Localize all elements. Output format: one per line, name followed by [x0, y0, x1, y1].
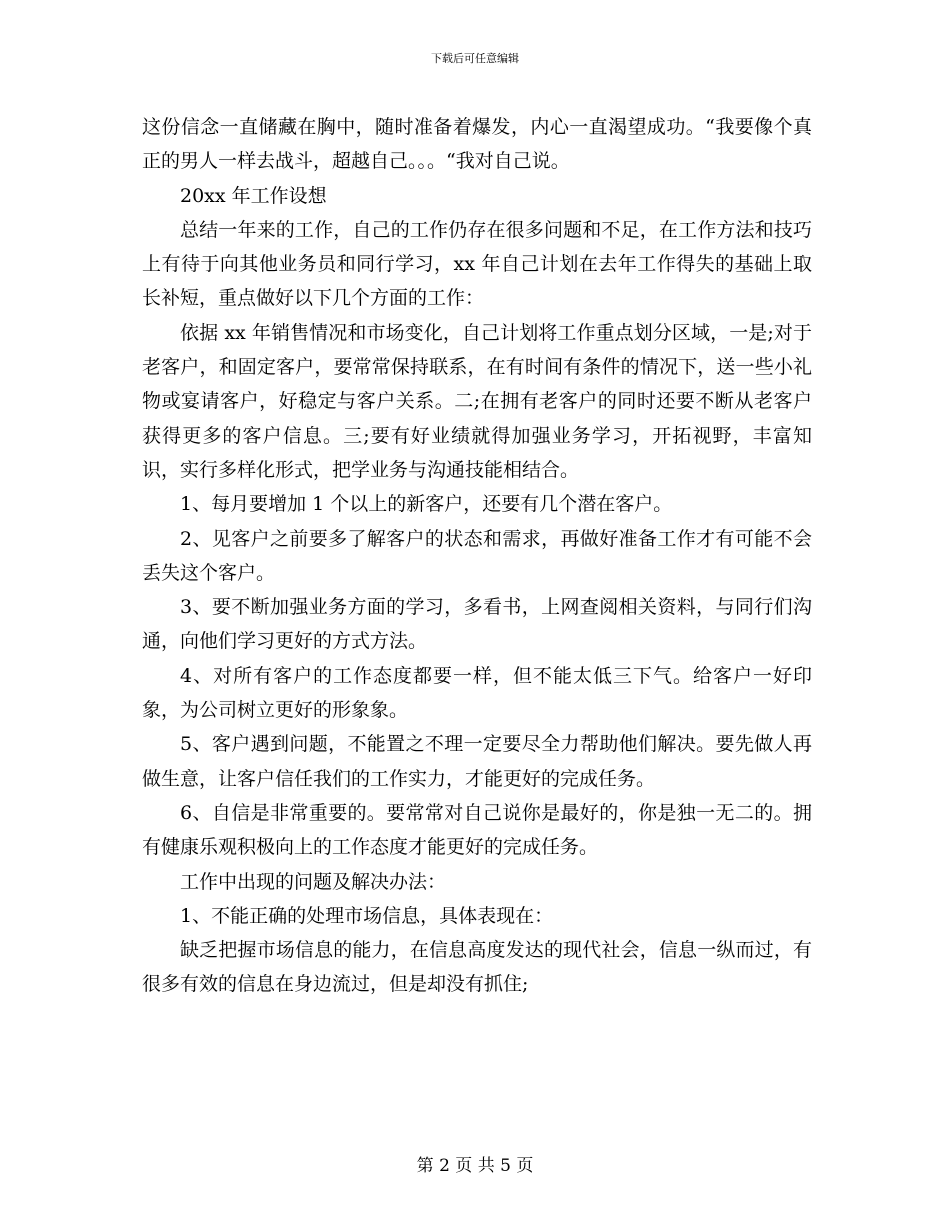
list-item-1: 1、每月要增加 1 个以上的新客户，还要有几个潜在客户。 [180, 493, 673, 516]
paragraph-problem-detail: 缺乏把握市场信息的能力，在信息高度发达的现代社会，信息一纵而过，有很多有效的信息在身边流过，但是却没有抓住; [142, 939, 812, 996]
page-number-footer: 第 2 页 共 5 页 [416, 1156, 534, 1176]
paragraph-summary: 总结一年来的工作，自己的工作仍存在很多问题和不足，在工作方法和技巧上有待于向其他业务员和同行学习，xx 年自己计划在去年工作得失的基础上取长补短，重点做好以下几个方面的工作： [142, 218, 812, 310]
list-item-6: 6、自信是非常重要的。要常常对自己说你是最好的，你是独一无二的。拥有健康乐观积极向上的工作态度才能更好的完成任务。 [142, 801, 812, 859]
list-item-4: 4、对所有客户的工作态度都要一样，但不能太低三下气。给客户一好印象，为公司树立更好的形象象。 [142, 664, 812, 722]
list-item-2: 2、见客户之前要多了解客户的状态和需求，再做好准备工作才有可能不会丢失这个客户。 [142, 527, 812, 584]
section-heading-problems: 工作中出现的问题及解决办法： [180, 870, 447, 893]
section-heading-plan: 20xx 年工作设想 [180, 184, 327, 207]
paragraph-plan: 依据 xx 年销售情况和市场变化，自己计划将工作重点划分区域，一是;对于老客户，和固定客户，要常常保持联系，在有时间有条件的情况下，送一些小礼物或宴请客户，好稳定与客户关系。二;在拥有老客户的同时还要不断从老客户获得更多的客户信息。三;要有好业绩就得加强业务学习，开拓视野，丰富知识，实行多样化形式，把学业务与沟通技能相结合。 [142, 321, 812, 481]
list-item-3: 3、要不断加强业务方面的学习，多看书，上网查阅相关资料，与同行们沟通，向他们学习更好的方式方法。 [142, 596, 812, 653]
page-header: 下载后可任意编辑 [431, 52, 519, 65]
document-body [142, 110, 812, 1002]
problem-item-1: 1、不能正确的处理市场信息，具体表现在： [180, 904, 554, 927]
paragraph-1: 这份信念一直储藏在胸中，随时准备着爆发，内心一直渴望成功。“我要像个真正的男人一样去战斗，超越自己。。。“我对自己说。 [142, 116, 812, 173]
list-item-5: 5、客户遇到问题，不能置之不理一定要尽全力帮助他们解决。要先做人再做生意，让客户信任我们的工作实力，才能更好的完成任务。 [142, 733, 812, 790]
